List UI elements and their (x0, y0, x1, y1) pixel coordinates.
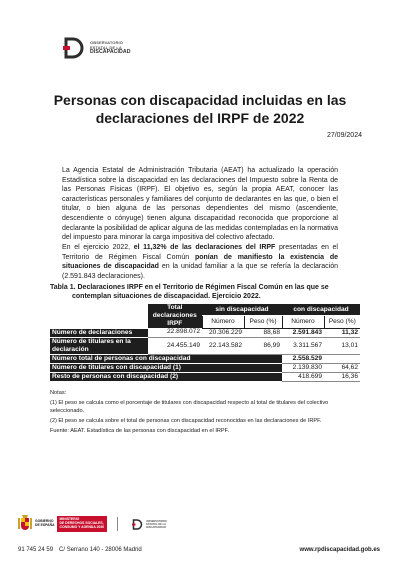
table-row (50, 354, 360, 363)
cell-total: 24.455.149 (148, 337, 202, 354)
footer-website-link[interactable]: www.rpdiscapacidad.gob.es (299, 547, 380, 553)
cell-sin-peso: 86,99 (244, 337, 282, 354)
gobierno-line-2: DE ESPAÑA (35, 523, 55, 527)
logo-line-2: ESTATAL DE LA (90, 44, 122, 50)
observatorio-logo-icon (63, 37, 87, 59)
header-total: Total declaraciones IRPF (148, 304, 202, 328)
table-row (50, 372, 360, 381)
table-row (50, 337, 360, 354)
cell-sin-peso: 88,68 (244, 328, 282, 337)
notes-heading: Notas: (50, 390, 67, 396)
header-sin-numero: Número (202, 316, 244, 328)
table-notes (50, 389, 360, 437)
observatorio-logo (63, 37, 131, 59)
observatorio-small-icon (132, 519, 144, 530)
observatorio-logo-text (90, 41, 131, 55)
header-sin-peso: Peso (%) (244, 316, 282, 328)
footer-phone: 91 745 24 59 (18, 547, 54, 553)
footer-contact (18, 547, 142, 553)
table-corner-2 (50, 316, 148, 328)
footer-observatorio-logo (132, 519, 167, 530)
table-caption: Tabla 1. Declaraciones IRPF en el Territorio de Régimen Fiscal Común en las que se contemplan situaciones de discapacidad. Ejercicio 2022. (50, 284, 329, 300)
logo-line-3: DISCAPACIDAD (90, 49, 131, 56)
intro-paragraph: La Agencia Estatal de Administración Tributaria (AEAT) ha actualizado la operación Estadística sobre la discapacidad en las declaraciones del Impuesto sobre la Renta de las Personas Físicas (IRPF). El objetivo es, según la propia AEAT, conocer las características personales y familiares del conjunto de declarantes en las que, o bien el titular, o bien alguna de las personas dependientes del mismo (ascendiente, descendiente o cónyuge) tienen alguna discapacidad reconocida que proporcione al declarante la posibilidad de aplicar alguna de las medidas contempladas en la normativa del impuesto para minorar la carga impositiva del colectivo afectado. (62, 167, 338, 242)
page-title (40, 91, 360, 127)
cell-con-numero: 2.591.843 (282, 328, 324, 337)
row-label: Resto de personas con discapacidad (2) (50, 372, 282, 381)
summary-text-c: presentadas en el Territorio de Régimen Fiscal Común (62, 244, 338, 261)
row-label: Número de titulares en la declaración (50, 337, 148, 354)
title-line-1: Personas con discapacidad incluidas en las (53, 92, 347, 108)
header-con-discapacidad: con discapacidad (282, 304, 360, 316)
gobierno-logo (18, 515, 107, 533)
cell-sin-numero: 22.143.582 (202, 337, 244, 354)
cell-con-peso: 11,32 (324, 328, 360, 337)
publication-date: 27/09/2024 (326, 132, 362, 139)
ministerio-line-3: CONSUMO Y AGENDA 2030 (59, 524, 105, 529)
header-con-peso: Peso (%) (324, 316, 360, 328)
cell-con-peso: 16,36 (324, 372, 360, 381)
table-row (50, 363, 360, 372)
header-con-numero: Número (282, 316, 324, 328)
cell-total: 22.898.072 (148, 328, 202, 337)
cell-con-numero: 2.139.830 (282, 363, 324, 372)
summary-paragraph (62, 243, 338, 281)
ministerio-line-1: MINISTERIO (59, 517, 80, 522)
coat-of-arms-icon (18, 515, 32, 533)
summary-text-a: En el ejercicio 2022, (62, 244, 134, 251)
cell-con-peso: 13,01 (324, 337, 360, 354)
summary-highlight-1: el 11,32% de las declaraciones del IRPF (133, 244, 276, 251)
odm-line-1: OBSERVATORIO (146, 519, 167, 523)
footer-observatorio-text (146, 520, 167, 529)
row-label: Número total de personas con discapacidad (50, 354, 282, 363)
cell-sin-numero: 20.306.229 (202, 328, 244, 337)
footer-address: C/ Serrano 140 - 28006 Madrid (59, 547, 142, 553)
footer-divider (117, 517, 118, 531)
table-corner (50, 304, 148, 316)
row-label: Número de titulares con discapacidad (1) (50, 363, 282, 372)
cell-con-numero: 3.311.567 (282, 337, 324, 354)
summary-highlight-2: ponían de manifiesto la existencia de situaciones de discapacidad (62, 253, 339, 271)
footer-logos (18, 515, 167, 533)
summary-text-e: en la unidad familiar a la que se refería la declaración (2.591.843 declaraciones). (62, 263, 338, 280)
note-2: (2) El peso se calcula sobre el total de personas con discapacidad reconocidas en las declaraciones de IRPF. (50, 418, 322, 424)
cell-con-peso: 64,62 (324, 363, 360, 372)
cell-con-peso (324, 354, 360, 363)
odm-line-3: DISCAPACIDAD (146, 525, 166, 529)
odm-line-2: ESTATAL DE LA (146, 522, 167, 526)
irpf-table (50, 304, 360, 382)
gobierno-text (35, 520, 55, 528)
source-note: Fuente: AEAT. Estadística de las personas con discapacidad en el IRPF. (50, 428, 229, 434)
header-sin-discapacidad: sin discapacidad (202, 304, 282, 316)
cell-con-numero: 2.558.529 (282, 354, 324, 363)
ministerio-block (57, 516, 108, 531)
note-1: (1) El peso se calcula como el porcentaje de titulares con discapacidad respecto al total de titulares del colectivo seleccionado. (50, 400, 329, 414)
row-label: Número de declaraciones (50, 328, 148, 337)
ministerio-line-2: DE DERECHOS SOCIALES, (59, 521, 104, 526)
table-row (50, 328, 360, 337)
cell-con-numero: 418.699 (282, 372, 324, 381)
gobierno-line-1: GOBIERNO (35, 519, 54, 524)
logo-line-1: OBSERVATORIO (90, 40, 123, 46)
title-line-2: declaraciones del IRPF de 2022 (95, 110, 305, 126)
